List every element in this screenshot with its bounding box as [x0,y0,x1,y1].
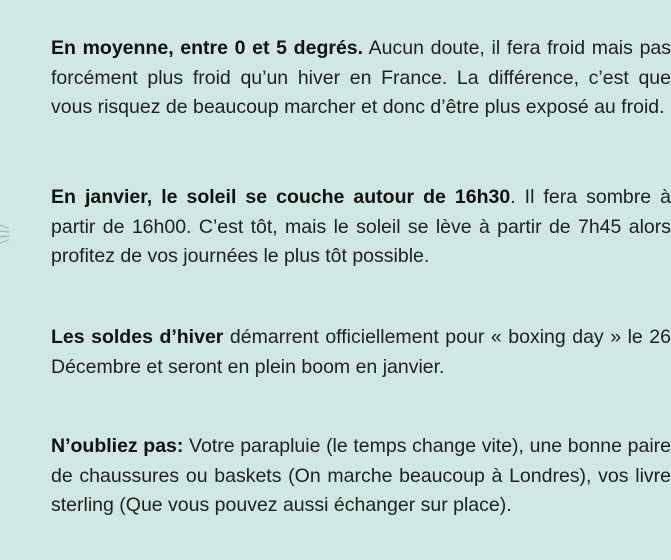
paragraph-heading: En janvier, le soleil se couche autour de 16h30 [51,186,511,208]
paragraph-heading: N’oubliez pas: [51,435,184,457]
paragraph-temperature [51,34,671,123]
paragraph-heading: En moyenne, entre 0 et 5 degrés. [51,37,364,59]
paragraph-text: . Il fera sombre à partir de 16h00. C’est tôt, mais le soleil se lève à partir de 7h45 alors profitez de vos journées le plus tôt possible. [51,186,671,267]
paragraph-text: Aucun doute, il fera froid mais pas forcément plus froid qu’un hiver en France. La différence, c’est que vous risquez de beaucoup marcher et donc d’être plus exposé au froid. [51,37,671,118]
paragraph-heading: Les soldes d’hiver [51,326,224,348]
paragraph-sunset [51,183,671,272]
paragraph-sales [51,323,671,382]
paragraph-text: démarrent officiellement pour « boxing day » le 26 Décembre et seront en plein boom en janvier. [51,326,671,378]
paragraph-text: Votre parapluie (le temps change vite), une bonne paire de chaussures ou baskets (On marche beaucoup à Londres), vos livre sterling (Que vous pouvez aussi échanger sur place). [51,435,671,516]
sun-icon [0,219,16,249]
paragraph-reminders [51,432,671,521]
